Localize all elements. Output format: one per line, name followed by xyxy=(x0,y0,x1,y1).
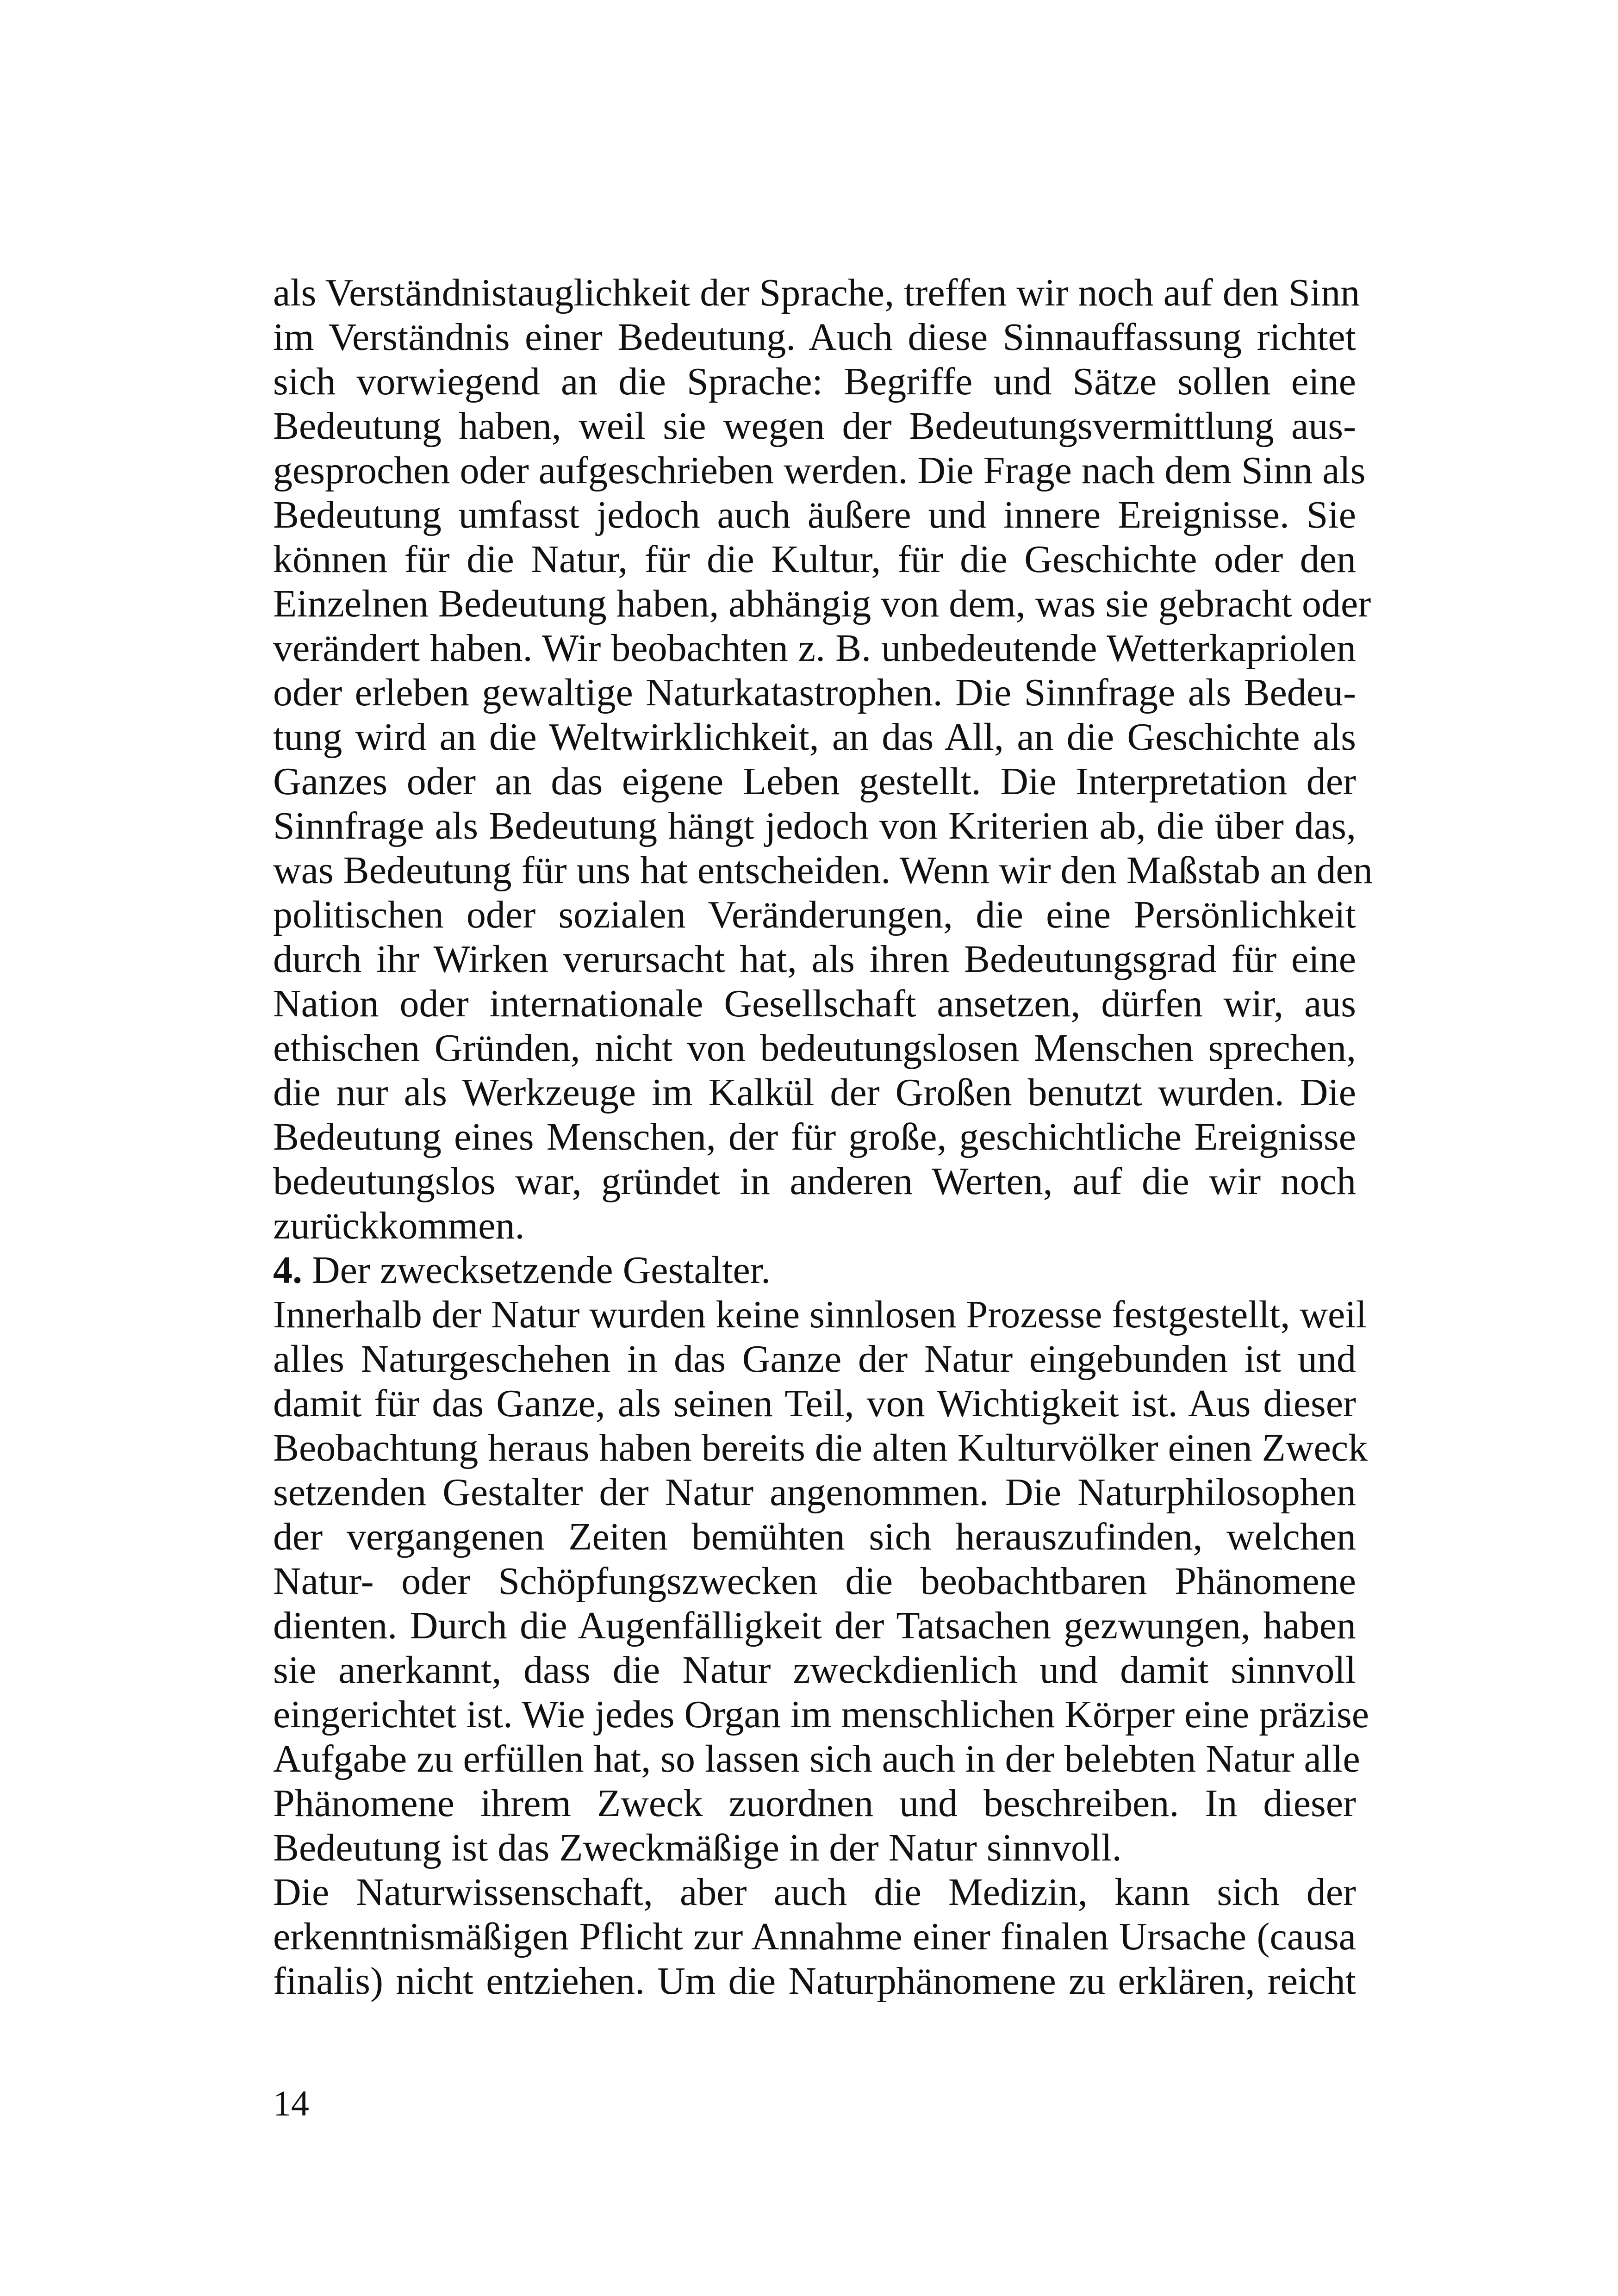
text-line: Bedeutung ist das Zweckmäßige in der Natur sinnvoll. xyxy=(273,1826,1122,1869)
text-line: Phänomene ihrem Zweck zuordnen und beschreiben. In dieser xyxy=(273,1782,1356,1825)
text-line: Die Naturwissenschaft, aber auch die Medizin, kann sich der xyxy=(273,1871,1356,1914)
text-line: Aufgabe zu erfüllen hat, so lassen sich auch in der belebten Natur alle xyxy=(273,1737,1360,1780)
text-line: was Bedeutung für uns hat entscheiden. Wenn wir den Maßstab an den xyxy=(273,849,1373,892)
text-line: ethischen Gründen, nicht von bedeutungslosen Menschen sprechen, xyxy=(273,1027,1356,1070)
text-line: verändert haben. Wir beobachten z. B. unbedeutende Wetterkapriolen xyxy=(273,627,1356,670)
text-line: gesprochen oder aufgeschrieben werden. Die Frage nach dem Sinn als xyxy=(273,449,1366,492)
text-line: politischen oder sozialen Veränderungen, die eine Persönlichkeit xyxy=(273,893,1356,936)
text-line: als Verständnistauglichkeit der Sprache, treffen wir noch auf den Sinn xyxy=(273,271,1360,314)
text-line: Nation oder internationale Gesellschaft ansetzen, dürfen wir, aus xyxy=(273,982,1356,1025)
text-line: der vergangenen Zeiten bemühten sich herauszufinden, welchen xyxy=(273,1515,1356,1558)
text-line: im Verständnis einer Bedeutung. Auch diese Sinnauffassung richtet xyxy=(273,316,1356,359)
text-line: tung wird an die Weltwirklichkeit, an das All, an die Geschichte als xyxy=(273,716,1356,759)
text-line: oder erleben gewaltige Naturkatastrophen. Die Sinnfrage als Bedeu- xyxy=(273,671,1356,714)
page-number: 14 xyxy=(273,2083,309,2123)
text-line: zurückkommen. xyxy=(273,1204,525,1247)
text-line: setzenden Gestalter der Natur angenommen. Die Naturphilosophen xyxy=(273,1471,1356,1514)
text-line: dienten. Durch die Augenfälligkeit der Tatsachen gezwungen, haben xyxy=(273,1604,1356,1647)
text-line: Beobachtung heraus haben bereits die alten Kulturvölker einen Zweck xyxy=(273,1426,1368,1469)
text-line: Einzelnen Bedeutung haben, abhängig von dem, was sie gebracht oder xyxy=(273,582,1371,625)
text-line: die nur als Werkzeuge im Kalkül der Großen benutzt wurden. Die xyxy=(273,1071,1356,1114)
body-text xyxy=(273,271,1373,2004)
text-line: sie anerkannt, dass die Natur zweckdienlich und damit sinnvoll xyxy=(273,1649,1356,1692)
section-title: Der zwecksetzende Gestalter. xyxy=(312,1249,771,1292)
text-line: damit für das Ganze, als seinen Teil, von Wichtigkeit ist. Aus dieser xyxy=(273,1382,1356,1425)
text-line: Innerhalb der Natur wurden keine sinnlosen Prozesse festgestellt, weil xyxy=(273,1293,1367,1336)
text-line: Natur- oder Schöpfungszwecken die beobachtbaren Phänomene xyxy=(273,1560,1356,1603)
text-line: Bedeutung haben, weil sie wegen der Bedeutungsvermittlung aus- xyxy=(273,404,1356,448)
section-heading xyxy=(273,1248,1356,1293)
text-line: Sinnfrage als Bedeutung hängt jedoch von Kriterien ab, die über das, xyxy=(273,804,1356,847)
text-line: finalis) nicht entziehen. Um die Naturphänomene zu erklären, reicht xyxy=(273,1960,1356,2003)
text-line: Bedeutung eines Menschen, der für große, geschichtliche Ereignisse xyxy=(273,1115,1356,1158)
paragraph-1 xyxy=(273,271,1373,1248)
text-line: sich vorwiegend an die Sprache: Begriffe und Sätze sollen eine xyxy=(273,360,1356,403)
paragraph-3 xyxy=(273,1870,1356,2004)
text-line: Ganzes oder an das eigene Leben gestellt. Die Interpretation der xyxy=(273,760,1356,803)
text-line: eingerichtet ist. Wie jedes Organ im menschlichen Körper eine präzise xyxy=(273,1693,1369,1736)
text-line: Bedeutung umfasst jedoch auch äußere und innere Ereignisse. Sie xyxy=(273,493,1356,536)
text-line: können für die Natur, für die Kultur, für die Geschichte oder den xyxy=(273,538,1356,581)
text-line: durch ihr Wirken verursacht hat, als ihren Bedeutungsgrad für eine xyxy=(273,938,1356,981)
paragraph-2 xyxy=(273,1293,1369,1870)
text-line: erkenntnismäßigen Pflicht zur Annahme einer finalen Ursache (causa xyxy=(273,1915,1356,1958)
text-line: alles Naturgeschehen in das Ganze der Natur eingebunden ist und xyxy=(273,1338,1356,1381)
text-line: bedeutungslos war, gründet in anderen Werten, auf die wir noch xyxy=(273,1160,1356,1203)
section-number: 4. xyxy=(273,1249,302,1292)
